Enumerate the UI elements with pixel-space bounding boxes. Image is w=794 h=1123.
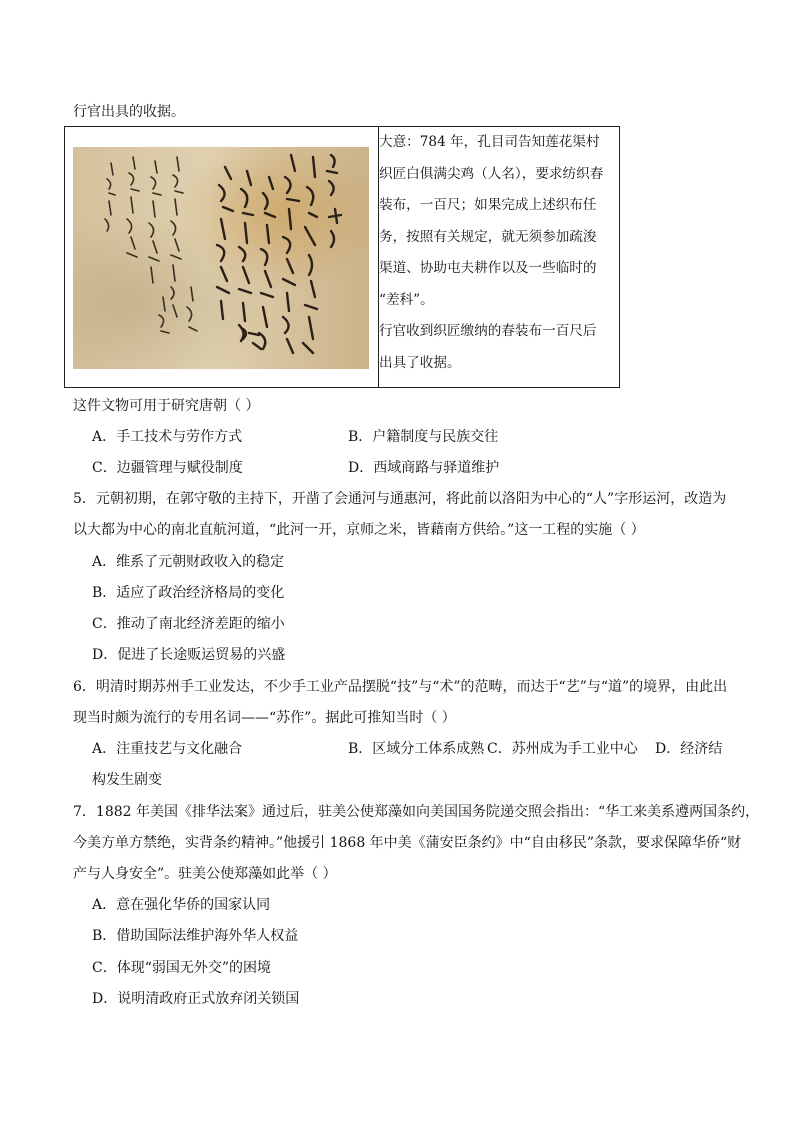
q6-option-d[interactable]: D．经济结 — [655, 741, 723, 757]
intro-line: 行官出具的收据。 — [73, 104, 185, 120]
document-table — [64, 126, 620, 388]
q7-option-a[interactable]: A．意在强化华侨的国家认同 — [92, 897, 271, 913]
q6-option-d-continued[interactable]: 构发生剧变 — [92, 772, 162, 788]
q7-stem-line: 今美方单方禁绝，实背条约精神。”他援引 1868 年中美《蒲安臣条约》中“自由移民”条款，要求保障华侨“财 — [73, 835, 742, 851]
q5-option-d[interactable]: D．促进了长途贩运贸易的兴盛 — [92, 647, 286, 663]
q6-option-b[interactable]: B．区域分工体系成熟 — [348, 741, 485, 757]
explanation-line: 出具了收据。 — [379, 354, 461, 371]
q7-stem-line: 产与人身安全”。驻美公使郑藻如此举（ ） — [73, 866, 337, 882]
explanation-line: 务，按照有关规定，就无须参加疏浚 — [379, 228, 597, 245]
q4-stem: 这件文物可用于研究唐朝（ ） — [73, 398, 260, 414]
explanation-cell — [379, 127, 620, 388]
q7-stem-line: 7．1882 年美国《排华法案》通过后，驻美公使郑藻如向美国国务院递交照会指出：“华工来美系遵两国条约， — [73, 804, 760, 820]
manuscript-cell — [65, 127, 379, 388]
q5-stem-line: 以大都为中心的南北直航河道，“此河一开，京师之米，皆藉南方供给。”这一工程的实施（ ） — [73, 522, 645, 538]
q6-stem-line: 现当时颇为流行的专用名词——“苏作”。据此可推知当时（ ） — [73, 710, 456, 726]
q5-option-b[interactable]: B．适应了政治经济格局的变化 — [92, 585, 285, 601]
explanation-line: 大意：784 年，孔目司告知莲花渠村 — [379, 134, 600, 150]
explanation-line: “差科”。 — [379, 291, 434, 308]
q6-stem-line: 6．明清时期苏州手工业发达，不少手工业产品摆脱“技”与“术”的范畴，而达于“艺”与“道”的境界，由此出 — [73, 679, 728, 695]
q7-option-b[interactable]: B．借助国际法维护海外华人权益 — [92, 928, 299, 944]
q5-option-a[interactable]: A．维系了元朝财政收入的稳定 — [92, 554, 285, 570]
q7-option-c[interactable]: C．体现“弱国无外交”的困境 — [92, 960, 272, 976]
explanation-line: 渠道、协助屯夫耕作以及一些临时的 — [379, 260, 597, 276]
q6-option-a[interactable]: A．注重技艺与文化融合 — [92, 741, 243, 757]
q4-option-a[interactable]: A．手工技术与劳作方式 — [92, 429, 243, 445]
q6-option-c[interactable]: C．苏州成为手工业中心 — [487, 741, 638, 757]
explanation-line: 织匠白俱满尖鸡（人名），要求纺织春 — [379, 165, 604, 182]
explanation-line: 行官收到织匠缴纳的春装布一百尺后 — [379, 323, 597, 339]
manuscript-ink — [73, 147, 369, 369]
q7-option-d[interactable]: D．说明清政府正式放弃闭关锁国 — [92, 991, 300, 1007]
explanation-line: 装布，一百尺；如果完成上述织布任 — [379, 197, 597, 213]
q5-stem-line: 5．元朝初期，在郭守敬的主持下，开凿了会通河与通惠河，将此前以洛阳为中心的“人”字形运河，改造为 — [73, 491, 727, 507]
manuscript-image — [73, 147, 369, 369]
q4-option-d[interactable]: D．西域商路与驿道维护 — [348, 460, 500, 476]
q4-option-c[interactable]: C．边疆管理与赋役制度 — [92, 460, 243, 476]
q5-option-c[interactable]: C．推动了南北经济差距的缩小 — [92, 616, 285, 632]
q4-option-b[interactable]: B．户籍制度与民族交往 — [348, 429, 499, 445]
